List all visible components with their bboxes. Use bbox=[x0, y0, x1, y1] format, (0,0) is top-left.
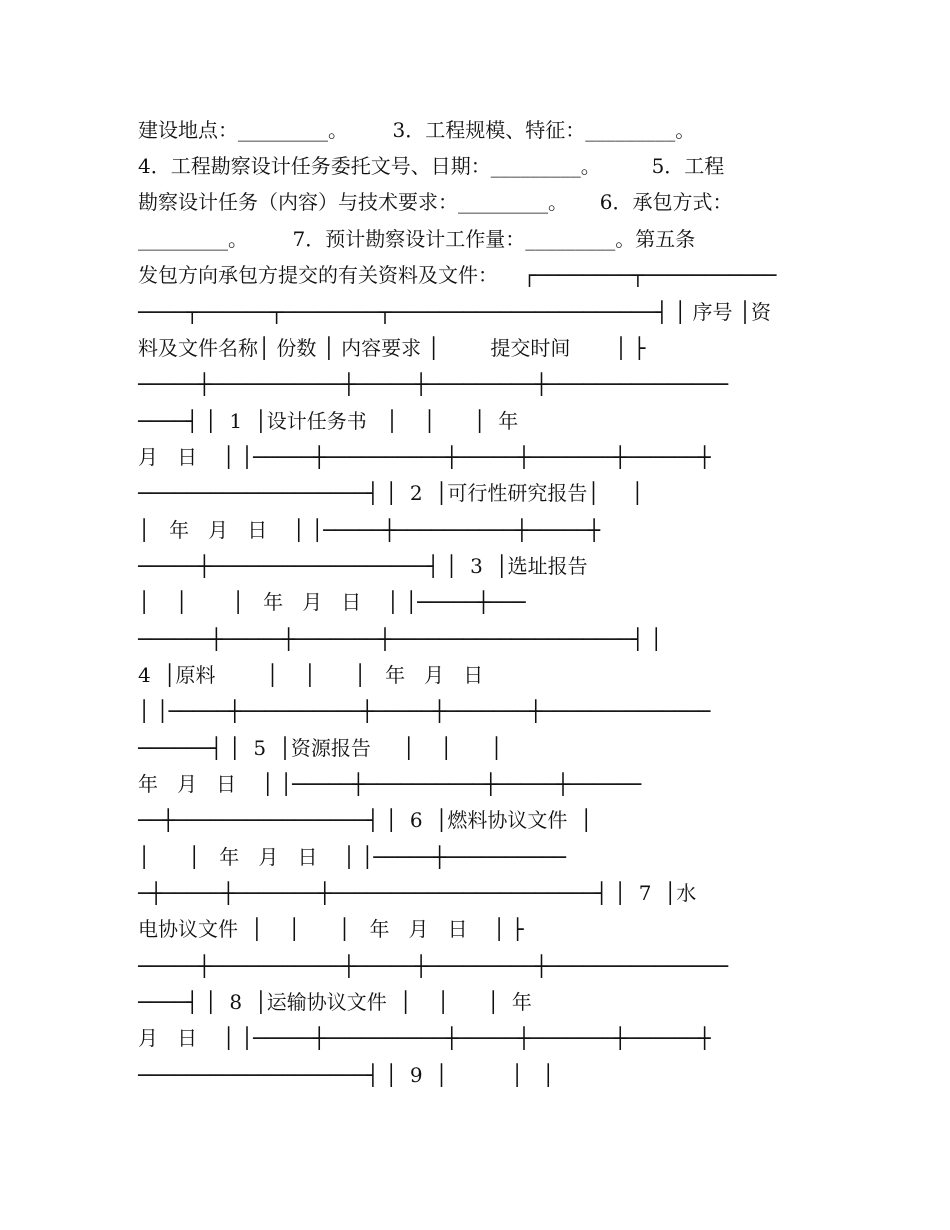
table-row-line: ─┼─────┼───────┼──────────────────────┤ │ 7 │水 bbox=[138, 881, 697, 905]
table-header-line: 料及文件名称│ 份数 │ 内容要求 │ 提交时间 │ ├ bbox=[138, 336, 646, 360]
table-row-line: ────┤ │ 1 │设计任务书 │ │ │ 年 bbox=[138, 409, 519, 433]
table-row-line: ──────┤ │ 5 │资源报告 │ │ │ bbox=[138, 736, 503, 760]
table-row-line: 年 月 日 │ │─────┼──────────┼─────┼────── bbox=[138, 772, 642, 796]
table-row-line: ─────┼──────────────────┤ │ 3 │选址报告 bbox=[138, 554, 588, 578]
text-line: _________。 7．预计勘察设计工作量：_________。第五条 bbox=[138, 227, 696, 251]
table-row-line: 月 日 │ │─────┼──────────┼─────┼───────┼──────┼ bbox=[138, 445, 711, 469]
text-line: 4．工程勘察设计任务委托文号、日期：_________。 5．工程 bbox=[138, 154, 725, 178]
table-border-line: │ │─────┼──────────┼─────┼───────┼────────────── bbox=[138, 699, 711, 723]
table-row-line: ───────────────────┤ │ 9 │ │ │ bbox=[138, 1063, 555, 1087]
table-row-line: │ │ │ 年 月 日 │ │─────┼─── bbox=[138, 590, 526, 614]
text-line: 发包方向承包方提交的有关资料及文件： ┌────────┬─────────── bbox=[138, 263, 777, 287]
table-border-line: ──────┼─────┼───────┼────────────────────┤ │ bbox=[138, 627, 663, 651]
text-line: 建设地点：_________。 3．工程规模、特征：_________。 bbox=[138, 118, 696, 142]
table-row-line: ───────────────────┤ │ 2 │可行性研究报告│ │ bbox=[138, 481, 644, 505]
table-row-line: │ │ 年 月 日 │ │─────┼────────── bbox=[138, 845, 566, 869]
table-border-line: ────┬──────┬────────┬──────────────────────┤ │ 序号 │资 bbox=[138, 300, 771, 324]
table-row-line: 电协议文件 │ │ │ 年 月 日 │ ├ bbox=[138, 917, 524, 941]
table-row-line: ──┼────────────────┤ │ 6 │燃料协议文件 │ bbox=[138, 808, 593, 832]
table-row-line: │ 年 月 日 │ │─────┼──────────┼─────┼ bbox=[138, 518, 601, 542]
text-line: 勘察设计任务（内容）与技术要求：_________。 6．承包方式： bbox=[138, 190, 733, 214]
table-border-line: ─────┼───────────┼─────┼─────────┼─────────────── bbox=[138, 954, 729, 978]
table-row-line: 4 │原料 │ │ │ 年 月 日 bbox=[138, 663, 484, 687]
table-row-line: 月 日 │ │─────┼──────────┼─────┼───────┼──────┼ bbox=[138, 1026, 711, 1050]
table-border-line: ─────┼───────────┼─────┼─────────┼─────────────── bbox=[138, 372, 729, 396]
table-row-line: ────┤ │ 8 │运输协议文件 │ │ │ 年 bbox=[138, 990, 532, 1014]
